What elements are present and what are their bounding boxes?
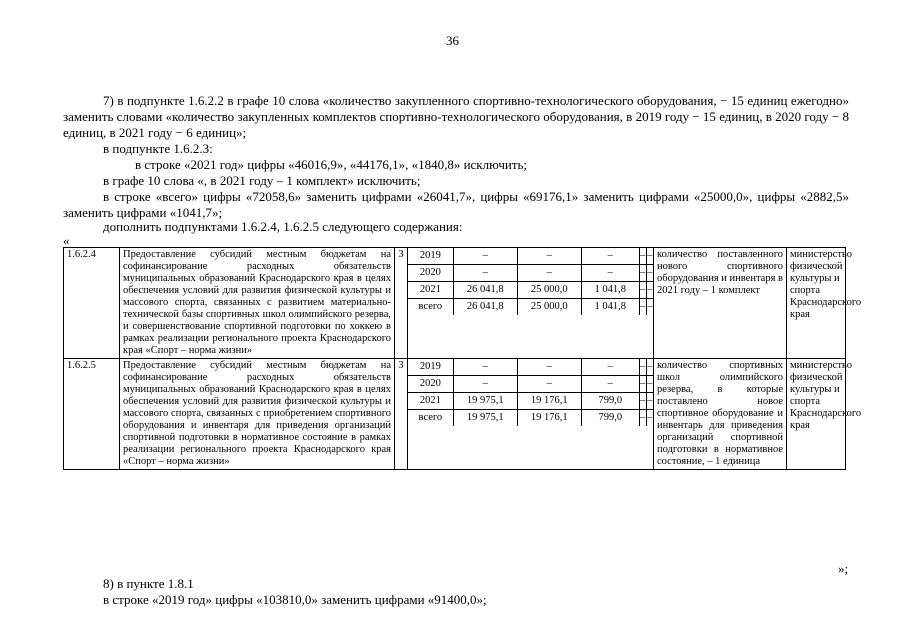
funding-regional: 19 176,1: [517, 410, 581, 427]
funding-year: 2020: [408, 376, 453, 393]
funding-year: 2021: [408, 282, 453, 299]
funding-year: всего: [408, 299, 453, 316]
table-row: [64, 359, 846, 470]
funding-row: [408, 376, 653, 393]
funding-extra: –: [646, 359, 653, 376]
funding-extra: –: [646, 393, 653, 410]
funding-extra: –: [646, 410, 653, 427]
table-row: [64, 248, 846, 359]
funding-total: –: [453, 359, 517, 376]
funding-subtable: [408, 359, 653, 426]
funding-local: –: [581, 248, 639, 265]
funding-row: [408, 359, 653, 376]
funding-row: [408, 299, 653, 316]
subpoint-heading: в подпункте 1.6.2.3:: [103, 141, 213, 156]
funding-row: [408, 410, 653, 427]
page-number: 36: [446, 33, 459, 48]
funding-regional: –: [517, 248, 581, 265]
funding-year: всего: [408, 410, 453, 427]
funding-local: –: [581, 265, 639, 282]
funding-cell: [408, 248, 654, 359]
funding-other: –: [639, 393, 646, 410]
quote-close: »;: [838, 561, 849, 576]
funding-total: 26 041,8: [453, 299, 517, 316]
funding-total: 26 041,8: [453, 282, 517, 299]
row-description: [120, 359, 395, 470]
funding-year: 2020: [408, 265, 453, 282]
funding-row: [408, 265, 653, 282]
funding-regional: –: [517, 265, 581, 282]
funding-other: –: [639, 359, 646, 376]
column-10-instruction: в графе 10 слова «, в 2021 году – 1 комплект» исключить;: [103, 173, 421, 188]
row-2021-instruction: в строке «2021 год» цифры «46016,9», «44176,1», «1840,8» исключить;: [135, 157, 528, 172]
total-row-instruction: в строке «всего» цифры «72058,6» заменить цифрами «26041,7», цифры «69176,1» заменить цифрами «25000,0», цифры «2882,5» заменить цифрами «1041,7»;: [63, 189, 849, 220]
row-number: 1.6.2.5: [64, 359, 120, 470]
funding-total: 19 975,1: [453, 393, 517, 410]
row-description: [120, 248, 395, 359]
funding-total: –: [453, 265, 517, 282]
amendment-paragraph-8: 8) в пункте 1.8.1: [103, 576, 194, 591]
funding-other: –: [639, 376, 646, 393]
funding-regional: 25 000,0: [517, 282, 581, 299]
funding-regional: –: [517, 376, 581, 393]
indicator-text: количество поставленного нового спортивного оборудования и инвентаря в 2021 году – 1 комплект: [657, 249, 784, 296]
description-text: Предоставление субсидий местным бюджетам на софинансирование расходных обязательств муниципальных образований Краснодарского края в целях обеспечения условий для развития физической культуры и массового спорта, связанных с развитием материально-технической базы спортивных школ олимпийского резерва, и совершенствование спортивной подготовки по хоккею в рамках реализации регионального проекта Краснодарского края «Спорт – норма жизни»: [123, 249, 391, 356]
funding-other: –: [639, 410, 646, 427]
funding-total: 19 975,1: [453, 410, 517, 427]
funding-year: 2021: [408, 393, 453, 410]
row-number: 1.6.2.4: [64, 248, 120, 359]
funding-regional: 19 176,1: [517, 393, 581, 410]
supplement-instruction: дополнить подпунктами 1.6.2.4, 1.6.2.5 следующего содержания:: [103, 219, 463, 234]
funding-row: [408, 282, 653, 299]
funding-other: –: [639, 265, 646, 282]
funding-other: –: [639, 299, 646, 316]
funding-local: 1 041,8: [581, 299, 639, 316]
funding-regional: –: [517, 359, 581, 376]
amendment-paragraph-7: 7) в подпункте 1.6.2.2 в графе 10 слова «количество закупленного спортивно-технологического оборудования, − 15 единиц ежегодно» заменить словами «количество закупленных комплектов спортивно-технологического оборудования, в 2019 году − 15 единиц, в 2020 году − 8 единиц, в 2021 году − 6 единиц»;: [63, 93, 849, 140]
funding-row: [408, 393, 653, 410]
funding-regional: 25 000,0: [517, 299, 581, 316]
amendment-table: [63, 247, 862, 470]
funding-extra: –: [646, 265, 653, 282]
funding-local: –: [581, 376, 639, 393]
funding-extra: –: [646, 299, 653, 316]
funding-total: –: [453, 376, 517, 393]
row-indicator: [654, 359, 787, 470]
funding-local: 799,0: [581, 393, 639, 410]
funding-local: 799,0: [581, 410, 639, 427]
funding-extra: –: [646, 376, 653, 393]
funding-other: –: [639, 248, 646, 265]
funding-row: [408, 248, 653, 265]
description-text: Предоставление субсидий местным бюджетам на софинансирование расходных обязательств муниципальных образований Краснодарского края в целях обеспечения условий для развития физической культуры и массового спорта, связанных с приобретением спортивного оборудования и инвентаря для приведения организаций спортивной подготовки в нормативное состояние в рамках реализации регионального проекта Краснодарского края «Спорт – норма жизни»: [123, 360, 391, 467]
row-2019-instruction: в строке «2019 год» цифры «103810,0» заменить цифрами «91400,0»;: [103, 592, 487, 607]
funding-cell: [408, 359, 654, 470]
funding-year: 2019: [408, 359, 453, 376]
quote-open: «: [63, 233, 70, 248]
funding-subtable: [408, 248, 653, 315]
funding-local: –: [581, 359, 639, 376]
funding-total: –: [453, 248, 517, 265]
funding-local: 1 041,8: [581, 282, 639, 299]
funding-year: 2019: [408, 248, 453, 265]
row-deadline: 3: [395, 359, 408, 470]
funding-other: –: [639, 282, 646, 299]
row-executor: министерство физической культуры и спорта Краснодарского края: [787, 359, 846, 470]
indicator-text: количество спортивных школ олимпийского резерва, в которые поставлено новое спортивное оборудование и инвентарь для приведения организаций спортивной подготовки в нормативное состояние, – 1 единица: [657, 360, 783, 467]
funding-extra: –: [646, 248, 653, 265]
row-indicator: [654, 248, 787, 359]
row-deadline: 3: [395, 248, 408, 359]
funding-extra: –: [646, 282, 653, 299]
row-executor: министерство физической культуры и спорта Краснодарского края: [787, 248, 846, 359]
